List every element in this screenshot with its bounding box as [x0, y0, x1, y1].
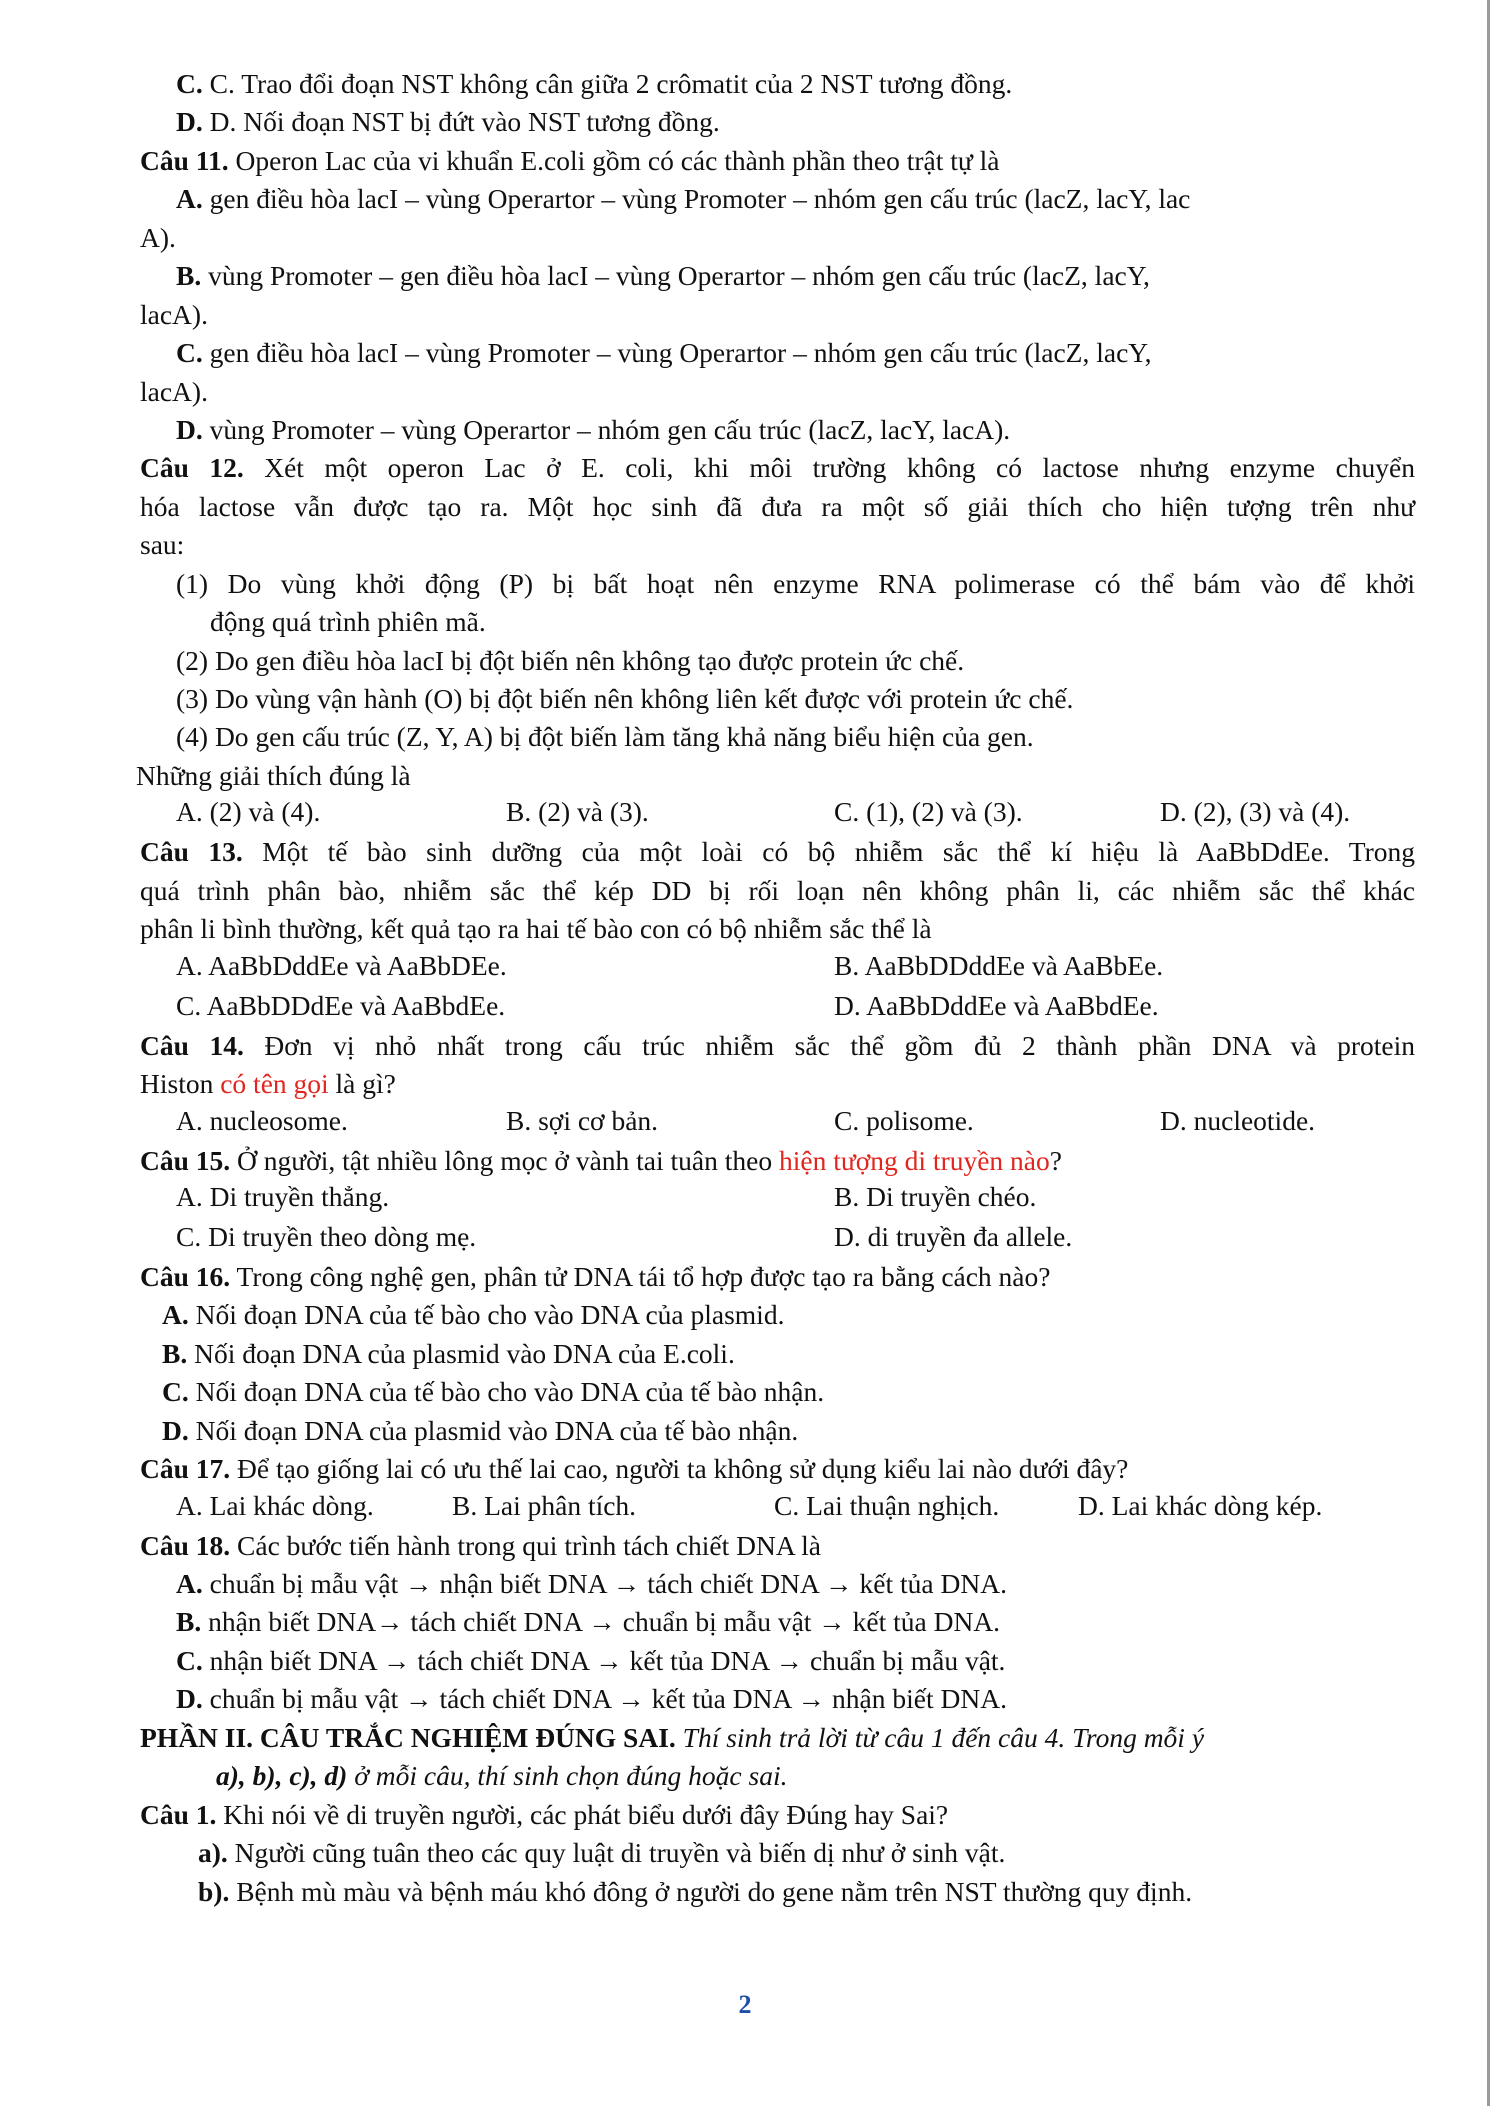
- section-instruction: Thí sinh trả lời từ câu 1 đến câu 4. Trong mỗi ý: [675, 1721, 1205, 1753]
- option-text: vùng Promoter – vùng Operartor – nhóm gen cấu trúc (lacZ, lacY, lacA).: [209, 413, 1011, 445]
- question-label: Câu 17.: [140, 1453, 231, 1485]
- q17-option-c: C. Lai thuận nghịch.: [774, 1489, 1000, 1521]
- q18-option-c: [140, 1645, 1415, 1677]
- option-text: Nối đoạn DNA của plasmid vào DNA của E.coli.: [194, 1337, 735, 1369]
- statement-text: (3) Do vùng vận hành (O) bị đột biến nên không liên kết được với protein ức chế.: [176, 683, 1074, 714]
- option-label: D.: [176, 106, 203, 138]
- option-text: Nối đoạn DNA của plasmid vào DNA của tế bào nhận.: [195, 1414, 799, 1446]
- section-instruction: ở mỗi câu, thí sinh chọn đúng hoặc sai.: [347, 1760, 788, 1792]
- q17-options: [140, 1490, 1415, 1530]
- q10-option-c: [140, 68, 1415, 100]
- q11-option-a: [140, 183, 1415, 215]
- q12-stem-line1: [140, 452, 1415, 484]
- q12-statement-4: [140, 721, 1415, 753]
- option-text: D. Nối đoạn NST bị đứt vào NST tương đồng.: [209, 106, 720, 138]
- q16-option-a: [140, 1299, 1415, 1331]
- q12-option-c: C. (1), (2) và (3).: [834, 796, 1023, 828]
- q18-stem: [140, 1530, 1415, 1562]
- question-text: Đơn vị nhỏ nhất trong cấu trúc nhiễm sắc thể gồm đủ 2 thành phần DNA và protein: [243, 1029, 1416, 1061]
- document-page: [136, 68, 1416, 1908]
- q11-option-d: [140, 414, 1415, 446]
- q13-option-d: D. AaBbDddEe và AaBbdEe.: [834, 989, 1159, 1021]
- q18-option-b: [140, 1606, 1415, 1638]
- question-label: Câu 15.: [140, 1144, 231, 1176]
- statement-label: a).: [198, 1837, 228, 1869]
- q15-options-row2: [140, 1221, 1415, 1261]
- question-text: Ở người, tật nhiều lông mọc ở vành tai tuân theo: [230, 1144, 779, 1176]
- question-text: Operon Lac của vi khuẩn E.coli gồm có các thành phần theo trật tự là: [228, 144, 1000, 176]
- q15-option-d: D. di truyền đa allele.: [834, 1220, 1073, 1252]
- q15-option-b: B. Di truyền chéo.: [834, 1180, 1037, 1212]
- q12-option-b: B. (2) và (3).: [506, 796, 649, 828]
- option-label: A.: [162, 1299, 189, 1331]
- q13-option-c: C. AaBbDDdEe và AaBbdEe.: [176, 989, 506, 1021]
- question-text: quá trình phân bào, nhiễm sắc thể kép DD bị rối loạn nên không phân li, các nhiễm sắc thể khác: [140, 874, 1415, 906]
- question-label: Câu 18.: [140, 1529, 231, 1561]
- q12-option-a: A. (2) và (4).: [176, 796, 321, 828]
- q13-option-a: A. AaBbDddEe và AaBbDEe.: [176, 949, 507, 981]
- question-label: Câu 12.: [140, 452, 244, 484]
- option-label: C.: [176, 1644, 203, 1676]
- option-text: nhận biết DNA → tách chiết DNA → kết tủa DNA → chuẩn bị mẫu vật.: [209, 1644, 1006, 1676]
- option-text: lacA).: [140, 298, 208, 330]
- option-label: D.: [176, 1683, 203, 1715]
- question-text: Khi nói về di truyền người, các phát biểu dưới đây Đúng hay Sai?: [216, 1798, 949, 1830]
- option-text: chuẩn bị mẫu vật → tách chiết DNA → kết tủa DNA → nhận biết DNA.: [209, 1683, 1007, 1715]
- option-label: B.: [176, 260, 202, 292]
- q11-option-c-cont: [140, 376, 1415, 408]
- q18-option-d: [140, 1683, 1415, 1715]
- q17-stem: [140, 1453, 1415, 1485]
- q12-options: [140, 796, 1415, 836]
- option-text: gen điều hòa lacI – vùng Promoter – vùng Operartor – nhóm gen cấu trúc (lacZ, lacY,: [209, 337, 1152, 369]
- q13-options-row1: [140, 950, 1415, 990]
- question-text: Trong công nghệ gen, phân tử DNA tái tổ hợp được tạo ra bằng cách nào?: [230, 1260, 1051, 1292]
- q14-option-a: A. nucleosome.: [176, 1104, 348, 1136]
- statement-text: (1) Do vùng khởi động (P) bị bất hoạt nên enzyme RNA polimerase có thể bám vào để khởi: [176, 567, 1415, 599]
- option-label: C.: [176, 68, 203, 99]
- question-text: Để tạo giống lai có ưu thế lai cao, người ta không sử dụng kiểu lai nào dưới đây?: [230, 1453, 1129, 1485]
- option-text: C. Trao đổi đoạn NST không cân giữa 2 crômatit của 2 NST tương đồng.: [209, 68, 1013, 99]
- q15-options-row1: [140, 1181, 1415, 1221]
- statement-text: động quá trình phiên mã.: [210, 606, 486, 638]
- q15-option-a: A. Di truyền thẳng.: [176, 1180, 390, 1212]
- q18-option-a: [140, 1568, 1415, 1600]
- statement-text: (2) Do gen điều hòa lacI bị đột biến nên không tạo được protein ức chế.: [176, 644, 965, 676]
- statement-text: Bệnh mù màu và bệnh máu khó đông ở người do gene nằm trên NST thường quy định.: [229, 1875, 1193, 1907]
- q14-stem-line1: [140, 1030, 1415, 1062]
- statement-label: b).: [198, 1875, 230, 1907]
- question-text: phân li bình thường, kết quả tạo ra hai tế bào con có bộ nhiễm sắc thể là: [140, 913, 932, 945]
- question-text: Xét một operon Lac ở E. coli, khi môi trường không có lactose nhưng enzyme chuyển: [243, 452, 1416, 484]
- q11-option-a-cont: [140, 222, 1415, 254]
- question-text: Một tế bào sinh dưỡng của một loài có bộ nhiễm sắc thể kí hiệu là AaBbDdEe. Trong: [242, 836, 1416, 868]
- q14-option-c: C. polisome.: [834, 1104, 974, 1136]
- q16-option-c: [140, 1376, 1415, 1408]
- q10-option-d: [140, 106, 1415, 138]
- question-text: Histon: [140, 1068, 221, 1100]
- q13-options-row2: [140, 990, 1415, 1030]
- question-label: Câu 11.: [140, 144, 229, 176]
- q12-stem-line2: [140, 491, 1415, 523]
- question-label: Câu 14.: [140, 1029, 244, 1061]
- q14-option-d: D. nucleotide.: [1160, 1104, 1316, 1136]
- q15-stem: [140, 1145, 1415, 1177]
- q11-option-c: [140, 337, 1415, 369]
- q16-option-d: [140, 1415, 1415, 1447]
- q16-stem: [140, 1261, 1415, 1293]
- question-text: Những giải thích đúng là: [136, 759, 411, 791]
- q16-option-b: [140, 1338, 1415, 1370]
- q12-statement-2: [140, 645, 1415, 677]
- option-text: vùng Promoter – gen điều hòa lacI – vùng Operartor – nhóm gen cấu trúc (lacZ, lacY,: [208, 260, 1150, 292]
- question-text: sau:: [140, 529, 185, 561]
- statement-text: Người cũng tuân theo các quy luật di truyền và biến dị như ở sinh vật.: [227, 1837, 1006, 1869]
- page-number: 2: [738, 1990, 752, 2019]
- q12-statement-1: [140, 568, 1415, 600]
- part2-instruction-cont: [140, 1760, 1415, 1792]
- option-label: A.: [176, 1568, 203, 1599]
- q17-option-a: A. Lai khác dòng.: [176, 1489, 374, 1521]
- question-label: Câu 1.: [140, 1798, 217, 1830]
- q13-stem-line1: [140, 836, 1415, 868]
- highlighted-text: có tên gọi: [220, 1068, 329, 1100]
- section-instruction-bold: a), b), c), d): [216, 1760, 348, 1792]
- q11-option-b: [140, 260, 1415, 292]
- option-label: B.: [176, 1606, 202, 1638]
- pq1-statement-a: [140, 1837, 1415, 1869]
- q15-option-c: C. Di truyền theo dòng mẹ.: [176, 1220, 477, 1252]
- option-text: Nối đoạn DNA của tế bào cho vào DNA của plasmid.: [195, 1299, 785, 1331]
- q13-stem-line3: [140, 913, 1415, 945]
- option-label: C.: [176, 337, 203, 369]
- q14-option-b: B. sợi cơ bản.: [506, 1104, 659, 1136]
- part2-heading: [140, 1722, 1415, 1754]
- question-text: ?: [1049, 1144, 1062, 1176]
- q13-option-b: B. AaBbDDddEe và AaBbEe.: [834, 949, 1164, 981]
- q12-stem-line3: [140, 529, 1415, 561]
- question-text: là gì?: [328, 1068, 396, 1100]
- option-text: lacA).: [140, 375, 208, 407]
- highlighted-text: hiện tượng di truyền nào: [778, 1144, 1050, 1176]
- question-label: Câu 16.: [140, 1260, 231, 1292]
- option-text: A).: [140, 221, 176, 253]
- q17-option-d: D. Lai khác dòng kép.: [1078, 1489, 1323, 1521]
- option-label: D.: [162, 1414, 189, 1446]
- q11-option-b-cont: [140, 299, 1415, 331]
- option-text: chuẩn bị mẫu vật → nhận biết DNA → tách chiết DNA → kết tủa DNA.: [209, 1568, 1007, 1599]
- q14-stem-line2: [140, 1068, 1415, 1100]
- question-label: Câu 13.: [140, 836, 243, 868]
- q13-stem-line2: [140, 875, 1415, 907]
- option-text: nhận biết DNA→ tách chiết DNA → chuẩn bị mẫu vật → kết tủa DNA.: [208, 1606, 1001, 1638]
- question-text: Các bước tiến hành trong qui trình tách chiết DNA là: [230, 1529, 821, 1561]
- q11-stem: [140, 145, 1415, 177]
- option-label: C.: [162, 1376, 189, 1408]
- option-label: B.: [162, 1337, 188, 1369]
- option-label: A.: [176, 183, 203, 215]
- q12-statement-1-cont: [140, 606, 1415, 638]
- section-heading: PHẦN II. CÂU TRẮC NGHIỆM ĐÚNG SAI.: [140, 1721, 676, 1753]
- q14-options: [140, 1105, 1415, 1145]
- statement-text: (4) Do gen cấu trúc (Z, Y, A) bị đột biến làm tăng khả năng biểu hiện của gen.: [176, 721, 1034, 753]
- pq1-statement-b: [140, 1876, 1415, 1908]
- option-label: D.: [176, 413, 203, 445]
- q17-option-b: B. Lai phân tích.: [452, 1489, 637, 1521]
- q12-ask: [136, 760, 1415, 792]
- option-text: gen điều hòa lacI – vùng Operartor – vùng Promoter – nhóm gen cấu trúc (lacZ, lacY, lac: [209, 183, 1191, 215]
- q12-statement-3: [140, 683, 1415, 715]
- q12-option-d: D. (2), (3) và (4).: [1160, 796, 1351, 828]
- pq1-stem: [140, 1799, 1415, 1831]
- question-text: hóa lactose vẫn được tạo ra. Một học sinh đã đưa ra một số giải thích cho hiện tượng trên như: [140, 490, 1415, 522]
- option-text: Nối đoạn DNA của tế bào cho vào DNA của tế bào nhận.: [195, 1376, 825, 1408]
